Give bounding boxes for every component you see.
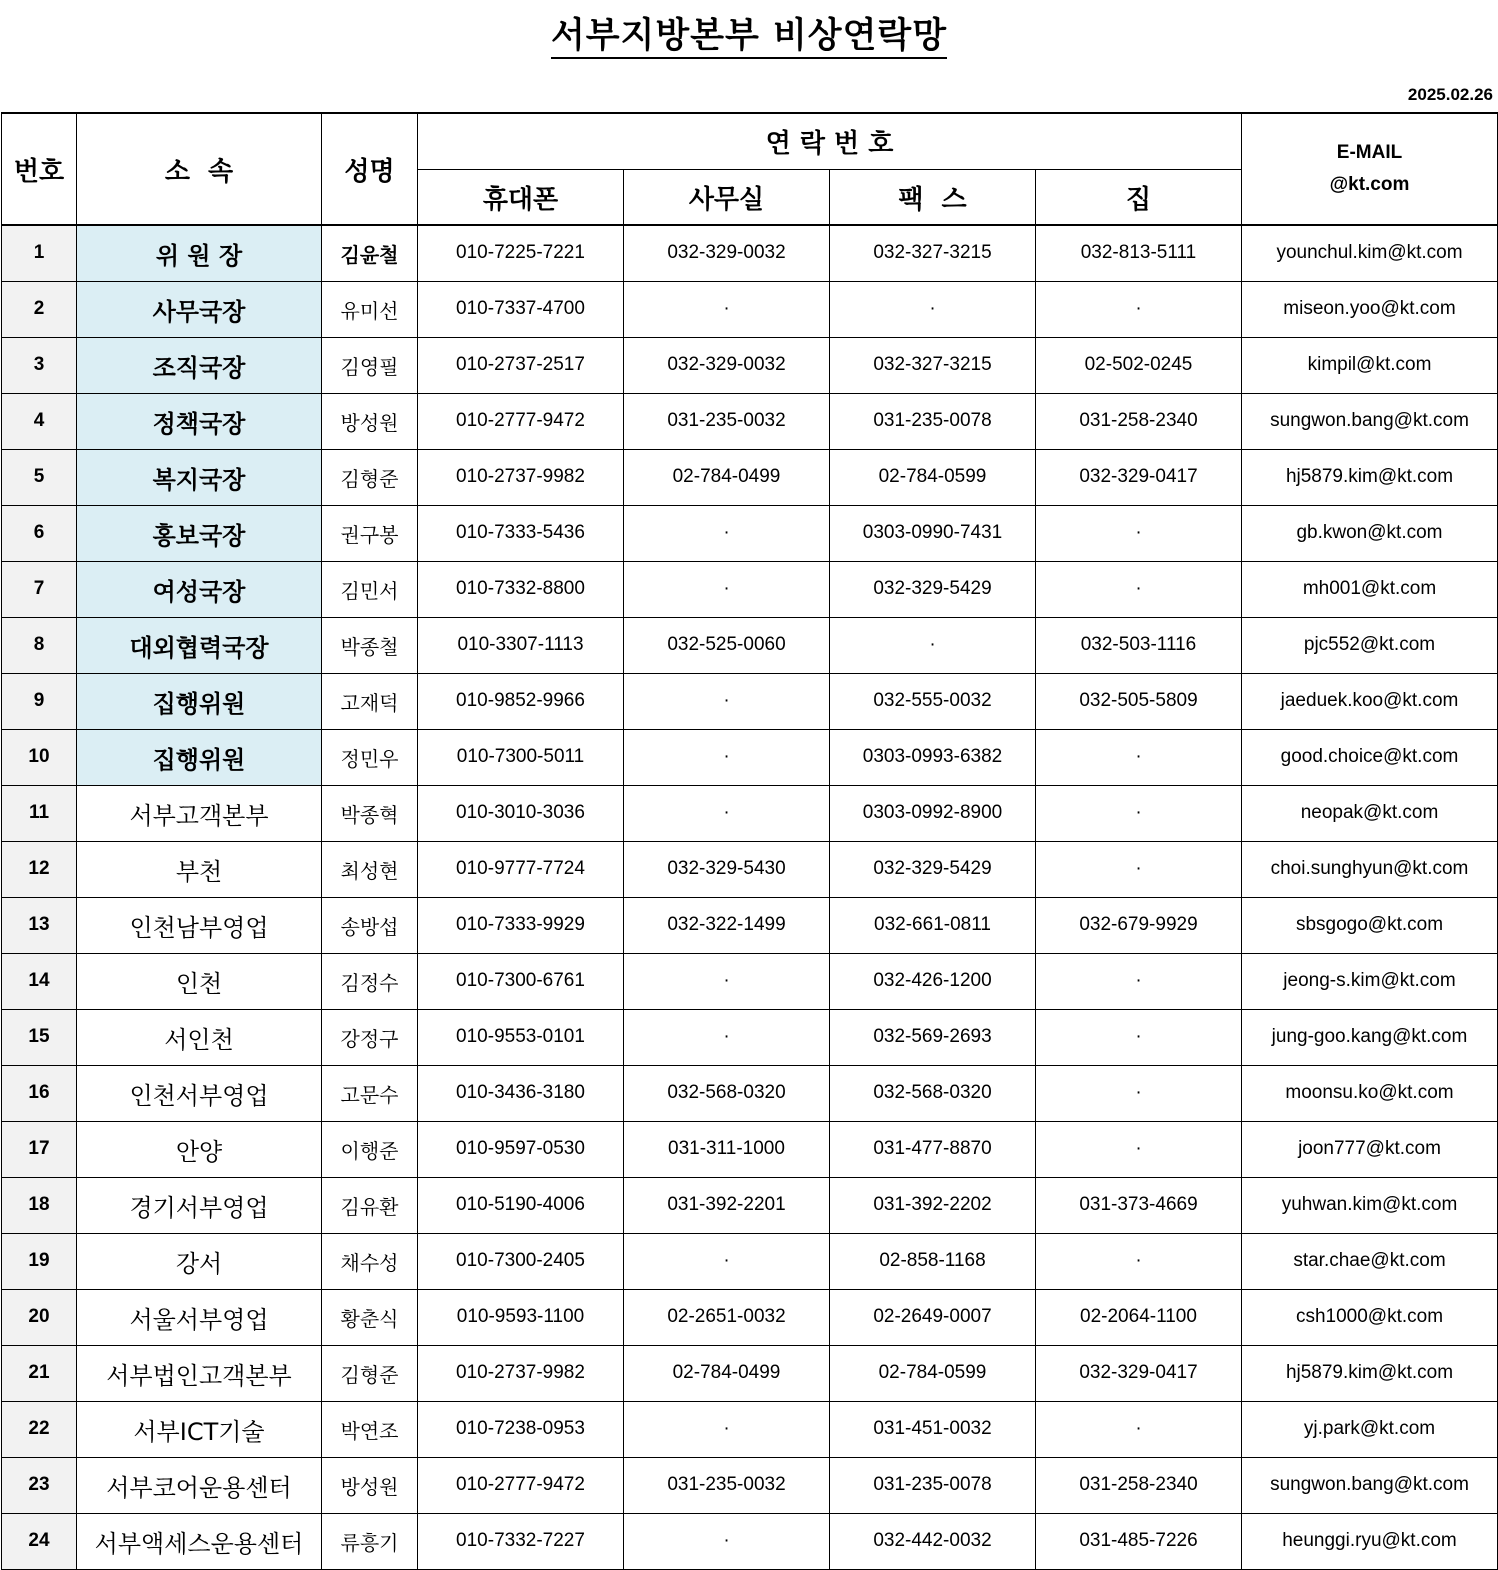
cell-email: sbsgogo@kt.com — [1242, 897, 1498, 953]
cell-office: 032-525-0060 — [624, 617, 830, 673]
cell-org: 사무국장 — [77, 281, 322, 337]
cell-home: 032-329-0417 — [1036, 1345, 1242, 1401]
cell-fax: 032-329-5429 — [830, 561, 1036, 617]
cell-name: 정민우 — [322, 729, 418, 785]
cell-email: younchul.kim@kt.com — [1242, 225, 1498, 281]
cell-mobile: 010-2737-9982 — [418, 1345, 624, 1401]
cell-name: 방성원 — [322, 1457, 418, 1513]
cell-fax: 02-2649-0007 — [830, 1289, 1036, 1345]
cell-home: · — [1036, 1009, 1242, 1065]
cell-mobile: 010-7332-7227 — [418, 1513, 624, 1569]
cell-fax: 02-784-0599 — [830, 449, 1036, 505]
cell-fax: 032-555-0032 — [830, 673, 1036, 729]
cell-name: 김영필 — [322, 337, 418, 393]
cell-email: hj5879.kim@kt.com — [1242, 449, 1498, 505]
cell-no: 12 — [2, 841, 77, 897]
cell-no: 4 — [2, 393, 77, 449]
cell-home: 02-502-0245 — [1036, 337, 1242, 393]
cell-fax: 02-858-1168 — [830, 1233, 1036, 1289]
cell-name: 강정구 — [322, 1009, 418, 1065]
cell-name: 최성현 — [322, 841, 418, 897]
cell-mobile: 010-7332-8800 — [418, 561, 624, 617]
cell-no: 20 — [2, 1289, 77, 1345]
cell-fax: 031-392-2202 — [830, 1177, 1036, 1233]
cell-org: 집행위원 — [77, 673, 322, 729]
cell-fax: 032-661-0811 — [830, 897, 1036, 953]
header-email — [1242, 113, 1498, 225]
table-row — [2, 225, 1498, 281]
cell-org: 서부액세스운용센터 — [77, 1513, 322, 1569]
table-row — [2, 953, 1498, 1009]
cell-email: hj5879.kim@kt.com — [1242, 1345, 1498, 1401]
table-row — [2, 1289, 1498, 1345]
cell-fax: 032-329-5429 — [830, 841, 1036, 897]
cell-office: · — [624, 1401, 830, 1457]
cell-no: 3 — [2, 337, 77, 393]
cell-office: 031-235-0032 — [624, 393, 830, 449]
cell-email: csh1000@kt.com — [1242, 1289, 1498, 1345]
cell-home: · — [1036, 1121, 1242, 1177]
cell-name: 류흥기 — [322, 1513, 418, 1569]
table-row — [2, 785, 1498, 841]
cell-org: 부천 — [77, 841, 322, 897]
cell-home: · — [1036, 785, 1242, 841]
cell-home: · — [1036, 953, 1242, 1009]
cell-org: 정책국장 — [77, 393, 322, 449]
cell-mobile: 010-3307-1113 — [418, 617, 624, 673]
cell-org: 복지국장 — [77, 449, 322, 505]
cell-no: 2 — [2, 281, 77, 337]
cell-name: 김형준 — [322, 1345, 418, 1401]
table-row — [2, 617, 1498, 673]
cell-fax: 032-327-3215 — [830, 337, 1036, 393]
cell-office: 031-311-1000 — [624, 1121, 830, 1177]
cell-org: 인천남부영업 — [77, 897, 322, 953]
cell-home: 031-258-2340 — [1036, 1457, 1242, 1513]
cell-email: good.choice@kt.com — [1242, 729, 1498, 785]
cell-office: · — [624, 1233, 830, 1289]
cell-no: 18 — [2, 1177, 77, 1233]
header-no: 번호 — [2, 113, 77, 225]
cell-email: kimpil@kt.com — [1242, 337, 1498, 393]
cell-mobile: 010-9593-1100 — [418, 1289, 624, 1345]
contact-table — [1, 112, 1498, 1570]
cell-mobile: 010-7300-5011 — [418, 729, 624, 785]
cell-no: 14 — [2, 953, 77, 1009]
cell-office: · — [624, 281, 830, 337]
table-row — [2, 337, 1498, 393]
cell-no: 10 — [2, 729, 77, 785]
cell-fax: 032-442-0032 — [830, 1513, 1036, 1569]
cell-org: 서울서부영업 — [77, 1289, 322, 1345]
cell-mobile: 010-9777-7724 — [418, 841, 624, 897]
cell-email: gb.kwon@kt.com — [1242, 505, 1498, 561]
table-header — [2, 113, 1498, 225]
cell-no: 21 — [2, 1345, 77, 1401]
cell-no: 22 — [2, 1401, 77, 1457]
cell-office: · — [624, 1009, 830, 1065]
cell-home: · — [1036, 561, 1242, 617]
title-text: 서부지방본부 비상연락망 — [551, 16, 947, 59]
cell-mobile: 010-9553-0101 — [418, 1009, 624, 1065]
table-row — [2, 1513, 1498, 1569]
cell-fax: 02-784-0599 — [830, 1345, 1036, 1401]
cell-mobile: 010-5190-4006 — [418, 1177, 624, 1233]
cell-name: 박종철 — [322, 617, 418, 673]
cell-name: 박연조 — [322, 1401, 418, 1457]
cell-home: 031-373-4669 — [1036, 1177, 1242, 1233]
cell-org: 집행위원 — [77, 729, 322, 785]
cell-office: 02-2651-0032 — [624, 1289, 830, 1345]
cell-fax: 031-235-0078 — [830, 393, 1036, 449]
cell-no: 23 — [2, 1457, 77, 1513]
cell-email: mh001@kt.com — [1242, 561, 1498, 617]
cell-mobile: 010-7333-9929 — [418, 897, 624, 953]
cell-office: · — [624, 729, 830, 785]
cell-org: 서부코어운용센터 — [77, 1457, 322, 1513]
header-org: 소 속 — [77, 113, 322, 225]
table-row — [2, 1009, 1498, 1065]
cell-mobile: 010-2737-2517 — [418, 337, 624, 393]
table-row — [2, 1401, 1498, 1457]
header-email-line1: E-MAIL — [1336, 142, 1403, 163]
cell-office: · — [624, 953, 830, 1009]
cell-mobile: 010-7225-7221 — [418, 225, 624, 281]
cell-org: 서인천 — [77, 1009, 322, 1065]
cell-name: 채수성 — [322, 1233, 418, 1289]
cell-name: 방성원 — [322, 393, 418, 449]
cell-no: 8 — [2, 617, 77, 673]
cell-no: 15 — [2, 1009, 77, 1065]
cell-org: 여성국장 — [77, 561, 322, 617]
cell-no: 13 — [2, 897, 77, 953]
cell-office: · — [624, 785, 830, 841]
cell-name: 박종혁 — [322, 785, 418, 841]
cell-name: 황춘식 — [322, 1289, 418, 1345]
cell-name: 고문수 — [322, 1065, 418, 1121]
cell-home: · — [1036, 729, 1242, 785]
cell-email: joon777@kt.com — [1242, 1121, 1498, 1177]
cell-home: · — [1036, 1065, 1242, 1121]
cell-email: sungwon.bang@kt.com — [1242, 393, 1498, 449]
cell-email: sungwon.bang@kt.com — [1242, 1457, 1498, 1513]
cell-office: 032-322-1499 — [624, 897, 830, 953]
table-row — [2, 729, 1498, 785]
header-contact: 연 락 번 호 — [418, 113, 1242, 170]
cell-home: · — [1036, 1233, 1242, 1289]
table-row — [2, 1457, 1498, 1513]
document-date: 2025.02.26 — [1407, 85, 1493, 104]
table-row — [2, 1177, 1498, 1233]
cell-name: 유미선 — [322, 281, 418, 337]
table-row — [2, 393, 1498, 449]
table-row — [2, 449, 1498, 505]
table-row — [2, 897, 1498, 953]
cell-office: · — [624, 1513, 830, 1569]
cell-mobile: 010-7238-0953 — [418, 1401, 624, 1457]
cell-office: 031-235-0032 — [624, 1457, 830, 1513]
cell-org: 인천서부영업 — [77, 1065, 322, 1121]
table-row — [2, 1121, 1498, 1177]
header-mobile: 휴대폰 — [418, 170, 624, 226]
cell-no: 11 — [2, 785, 77, 841]
cell-office: 02-784-0499 — [624, 1345, 830, 1401]
cell-email: moonsu.ko@kt.com — [1242, 1065, 1498, 1121]
cell-mobile: 010-2777-9472 — [418, 1457, 624, 1513]
header-office: 사무실 — [624, 170, 830, 226]
cell-name: 김윤철 — [322, 225, 418, 281]
cell-fax: 0303-0992-8900 — [830, 785, 1036, 841]
cell-org: 서부고객본부 — [77, 785, 322, 841]
cell-email: choi.sunghyun@kt.com — [1242, 841, 1498, 897]
cell-office: 032-329-0032 — [624, 337, 830, 393]
cell-home: · — [1036, 505, 1242, 561]
cell-mobile: 010-3010-3036 — [418, 785, 624, 841]
cell-org: 위 원 장 — [77, 225, 322, 281]
table-row — [2, 1345, 1498, 1401]
cell-email: heunggi.ryu@kt.com — [1242, 1513, 1498, 1569]
cell-no: 7 — [2, 561, 77, 617]
cell-email: neopak@kt.com — [1242, 785, 1498, 841]
cell-org: 조직국장 — [77, 337, 322, 393]
cell-home: 032-679-9929 — [1036, 897, 1242, 953]
cell-fax: 0303-0993-6382 — [830, 729, 1036, 785]
cell-name: 고재덕 — [322, 673, 418, 729]
cell-mobile: 010-9852-9966 — [418, 673, 624, 729]
cell-no: 5 — [2, 449, 77, 505]
cell-name: 김유환 — [322, 1177, 418, 1233]
cell-mobile: 010-7333-5436 — [418, 505, 624, 561]
cell-no: 17 — [2, 1121, 77, 1177]
cell-home: · — [1036, 1401, 1242, 1457]
cell-mobile: 010-7300-6761 — [418, 953, 624, 1009]
document-title — [0, 8, 1498, 58]
cell-mobile: 010-3436-3180 — [418, 1065, 624, 1121]
table-row — [2, 281, 1498, 337]
cell-home: · — [1036, 841, 1242, 897]
table-row — [2, 505, 1498, 561]
cell-org: 안양 — [77, 1121, 322, 1177]
cell-name: 권구봉 — [322, 505, 418, 561]
table-row — [2, 673, 1498, 729]
table-row — [2, 841, 1498, 897]
cell-fax: · — [830, 617, 1036, 673]
cell-email: yj.park@kt.com — [1242, 1401, 1498, 1457]
cell-fax: 031-451-0032 — [830, 1401, 1036, 1457]
table-body — [2, 225, 1498, 1569]
cell-fax: 032-569-2693 — [830, 1009, 1036, 1065]
cell-no: 19 — [2, 1233, 77, 1289]
table-row — [2, 1065, 1498, 1121]
cell-name: 이행준 — [322, 1121, 418, 1177]
header-email-line2: @kt.com — [1329, 174, 1410, 195]
cell-no: 1 — [2, 225, 77, 281]
cell-email: jung-goo.kang@kt.com — [1242, 1009, 1498, 1065]
cell-home: 032-503-1116 — [1036, 617, 1242, 673]
cell-org: 인천 — [77, 953, 322, 1009]
header-home: 집 — [1036, 170, 1242, 226]
cell-mobile: 010-9597-0530 — [418, 1121, 624, 1177]
header-fax: 팩 스 — [830, 170, 1036, 226]
cell-home: · — [1036, 281, 1242, 337]
cell-mobile: 010-7337-4700 — [418, 281, 624, 337]
cell-no: 16 — [2, 1065, 77, 1121]
cell-no: 24 — [2, 1513, 77, 1569]
cell-org: 대외협력국장 — [77, 617, 322, 673]
cell-mobile: 010-7300-2405 — [418, 1233, 624, 1289]
cell-home: 032-813-5111 — [1036, 225, 1242, 281]
cell-email: miseon.yoo@kt.com — [1242, 281, 1498, 337]
cell-email: jeong-s.kim@kt.com — [1242, 953, 1498, 1009]
cell-org: 홍보국장 — [77, 505, 322, 561]
cell-office: 031-392-2201 — [624, 1177, 830, 1233]
header-name: 성명 — [322, 113, 418, 225]
cell-fax: 031-477-8870 — [830, 1121, 1036, 1177]
cell-org: 서부법인고객본부 — [77, 1345, 322, 1401]
cell-office: 032-568-0320 — [624, 1065, 830, 1121]
cell-org: 경기서부영업 — [77, 1177, 322, 1233]
cell-fax: 031-235-0078 — [830, 1457, 1036, 1513]
cell-name: 김민서 — [322, 561, 418, 617]
table-row — [2, 561, 1498, 617]
cell-name: 김형준 — [322, 449, 418, 505]
cell-no: 9 — [2, 673, 77, 729]
cell-email: star.chae@kt.com — [1242, 1233, 1498, 1289]
cell-fax: 0303-0990-7431 — [830, 505, 1036, 561]
cell-home: 032-329-0417 — [1036, 449, 1242, 505]
cell-fax: 032-327-3215 — [830, 225, 1036, 281]
table-row — [2, 1233, 1498, 1289]
cell-office: 032-329-5430 — [624, 841, 830, 897]
cell-no: 6 — [2, 505, 77, 561]
cell-org: 서부ICT기술 — [77, 1401, 322, 1457]
cell-email: jaeduek.koo@kt.com — [1242, 673, 1498, 729]
cell-mobile: 010-2777-9472 — [418, 393, 624, 449]
cell-name: 송방섭 — [322, 897, 418, 953]
cell-office: 032-329-0032 — [624, 225, 830, 281]
cell-home: 031-485-7226 — [1036, 1513, 1242, 1569]
cell-home: 032-505-5809 — [1036, 673, 1242, 729]
cell-home: 02-2064-1100 — [1036, 1289, 1242, 1345]
cell-fax: 032-426-1200 — [830, 953, 1036, 1009]
cell-email: yuhwan.kim@kt.com — [1242, 1177, 1498, 1233]
cell-name: 김정수 — [322, 953, 418, 1009]
cell-mobile: 010-2737-9982 — [418, 449, 624, 505]
cell-home: 031-258-2340 — [1036, 393, 1242, 449]
cell-fax: 032-568-0320 — [830, 1065, 1036, 1121]
cell-office: · — [624, 561, 830, 617]
cell-email: pjc552@kt.com — [1242, 617, 1498, 673]
cell-office: 02-784-0499 — [624, 449, 830, 505]
cell-office: · — [624, 673, 830, 729]
cell-fax: · — [830, 281, 1036, 337]
cell-org: 강서 — [77, 1233, 322, 1289]
cell-office: · — [624, 505, 830, 561]
